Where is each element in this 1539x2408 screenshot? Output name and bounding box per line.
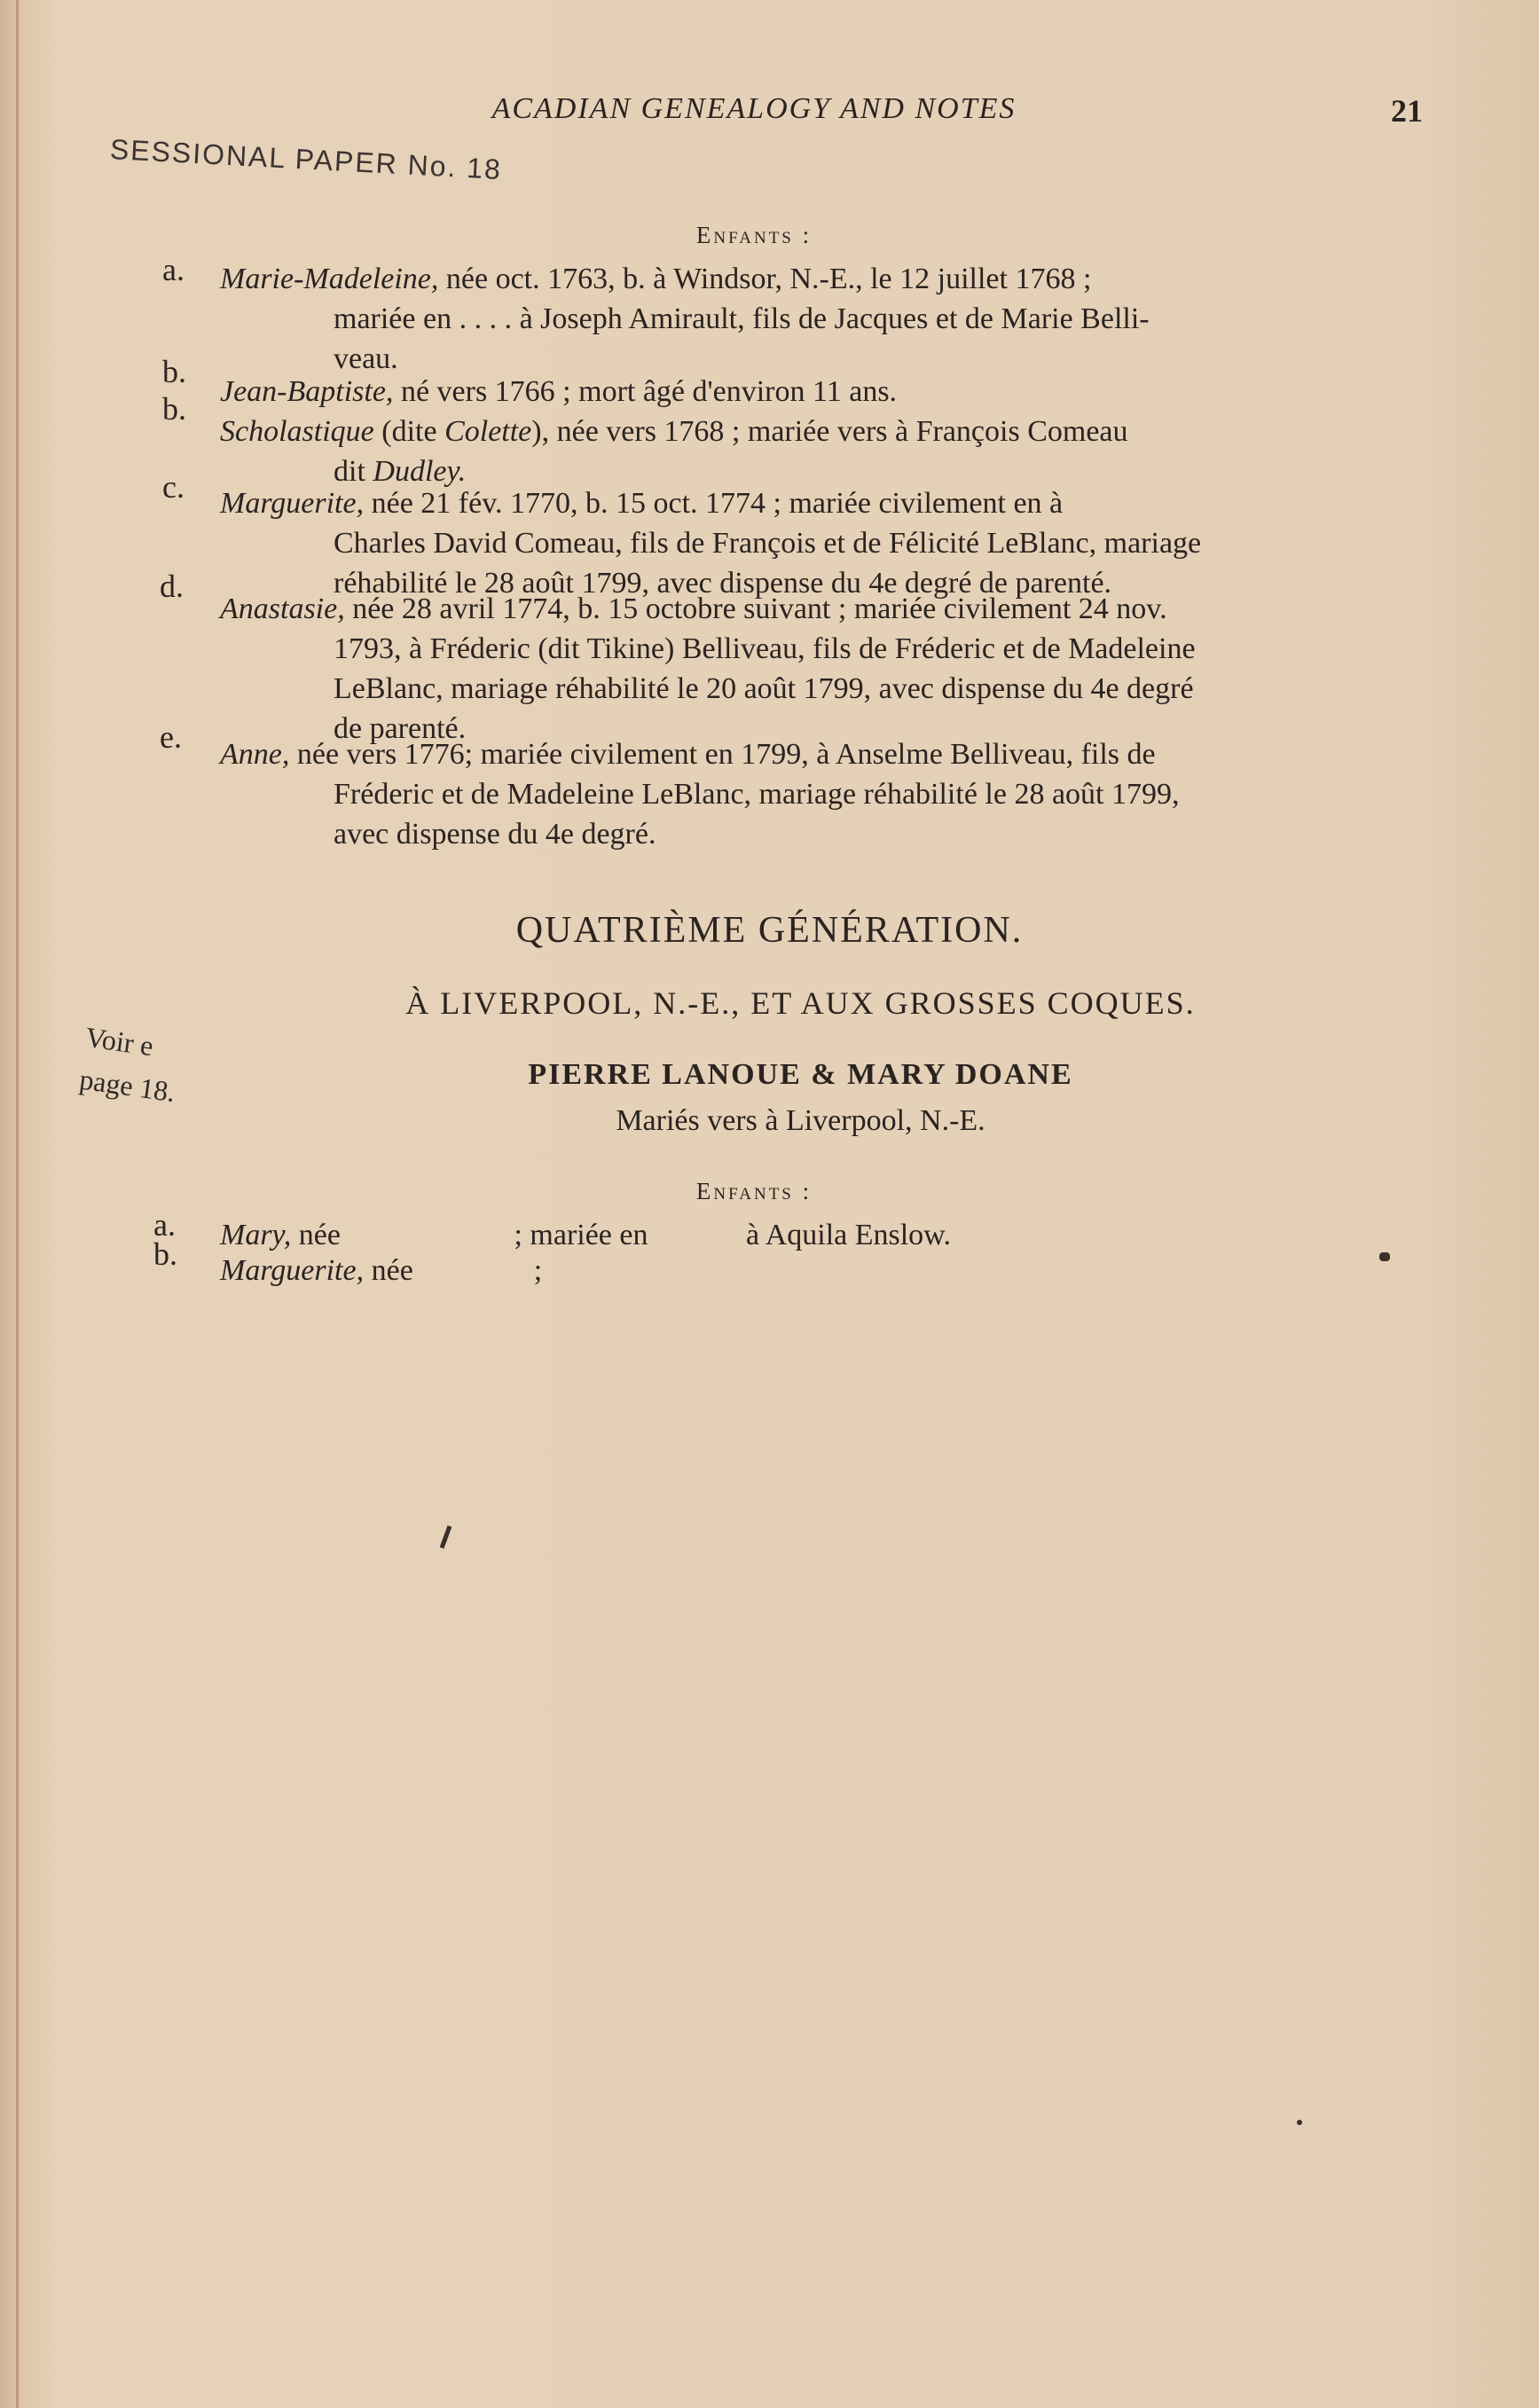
child-entry-mary: Mary, née ; mariée en à Aquila Enslow. (220, 1219, 952, 1251)
child-name: Mary, (220, 1219, 292, 1251)
child-entry-marie-madeleine: Marie-Madeleine, née oct. 1763, b. à Windsor, N.-E., le 12 juillet 1768 ; mariée en . . . . à Joseph Amirault, fils de Jacques et de Marie Belli- veau. (220, 263, 1150, 375)
child-entry-jean-baptiste: Jean-Baptiste, né vers 1766 ; mort âgé d'environ 11 ans. (220, 375, 898, 408)
ink-speck (1379, 1252, 1390, 1261)
running-title: ACADIAN GENEALOGY AND NOTES (491, 92, 1017, 125)
child-name: Scholastique (220, 415, 374, 448)
child-name: Marguerite, (220, 487, 365, 520)
entry-letter: c. (162, 469, 185, 505)
entry-letter: d. (160, 569, 184, 604)
entry-letter: e. (160, 719, 182, 755)
child-name: Jean-Baptiste, (220, 375, 394, 408)
ink-speck (1297, 2120, 1302, 2125)
child-name: Marguerite, (220, 1254, 365, 1287)
entry-letter: a. (153, 1207, 176, 1243)
ink-speck (440, 1526, 452, 1549)
entry-letter: b. (162, 354, 186, 389)
generation-title: QUATRIÈME GÉNÉRATION. (515, 910, 1024, 951)
page-spine-edge (16, 0, 19, 2408)
margin-note: Voir e page 18. (77, 1020, 177, 1109)
children-heading-1: Enfants : (695, 222, 813, 248)
child-entry-anne: Anne, née vers 1776; mariée civilement en 1799, à Anselme Belliveau, fils de Fréderic et de Madeleine LeBlanc, mariage réhabilité le 28 août 1799, avec dispense du 4e degré. (220, 738, 1180, 851)
entry-letter: b. (153, 1236, 177, 1272)
marriage-line: Mariés vers à Liverpool, N.-E. (616, 1104, 985, 1137)
child-entry-scholastique: Scholastique (dite Colette), née vers 1768 ; mariée vers à François Comeau dit Dudley. (220, 415, 1128, 488)
page-number: 21 (1391, 93, 1423, 129)
place-title: À LIVERPOOL, N.-E., ET AUX GROSSES COQUES. (405, 985, 1196, 1021)
child-name: Marie-Madeleine, (220, 263, 439, 295)
child-name: Anne, (220, 738, 290, 771)
sessional-paper-stamp: SESSIONAL PAPER No. 18 (109, 133, 503, 186)
child-name: Anastasie, (220, 592, 345, 625)
couple-heading: PIERRE LANOUE & MARY DOANE (528, 1058, 1073, 1091)
entry-letter: a. (162, 252, 185, 287)
children-heading-2: Enfants : (695, 1178, 813, 1204)
child-entry-marguerite: Marguerite, née 21 fév. 1770, b. 15 oct. 1774 ; mariée civilement en à Charles David Comeau, fils de François et de Félicité LeBlanc, mariage réhabilité le 28 août 1799, avec dispense du 4e degré de parenté. (220, 487, 1202, 600)
child-entry-anastasie: Anastasie, née 28 avril 1774, b. 15 octobre suivant ; mariée civilement 24 nov. 1793, à Fréderic (dit Tikine) Belliveau, fils de Fréderic et de Madeleine LeBlanc, mariage réhabilité le 20 août 1799, avec dispense du 4e degré de parenté. (220, 592, 1196, 745)
entry-letter: b. (162, 391, 186, 427)
child-entry-marguerite-2: Marguerite, née ; (220, 1254, 543, 1287)
